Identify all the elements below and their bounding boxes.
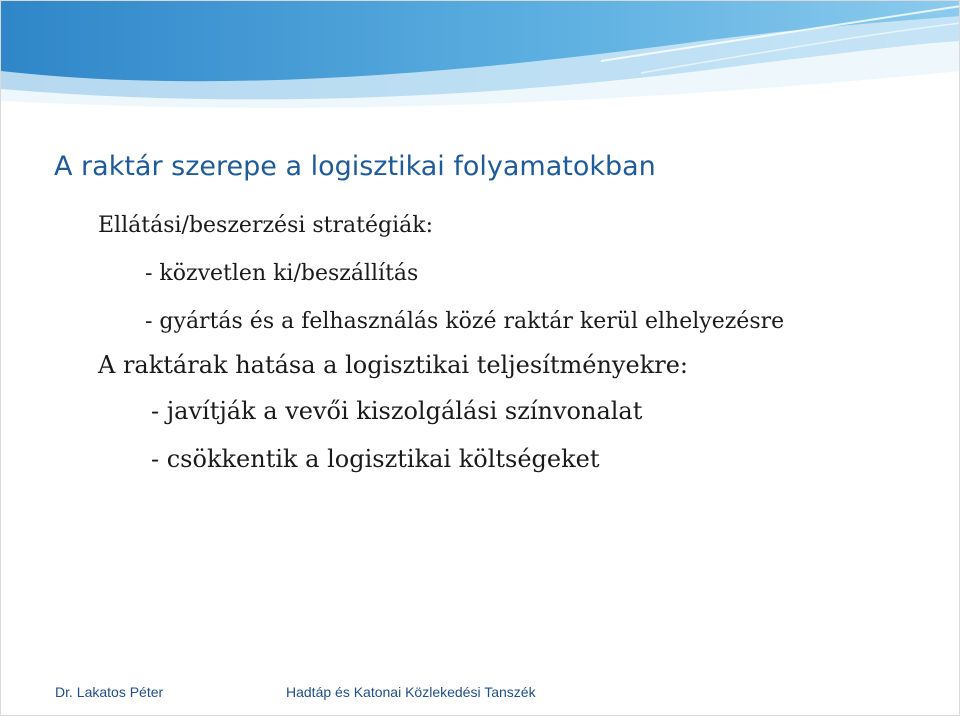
footer-author: Dr. Lakatos Péter [55,684,164,700]
strategy-item-direct: - közvetlen ki/beszállítás [145,261,419,286]
strategy-heading: Ellátási/beszerzési stratégiák: [98,213,433,238]
slide-title: A raktár szerepe a logisztikai folyamatokban [54,151,656,182]
impact-item-costs: - csökkentik a logisztikai költségeket [151,445,600,473]
header-wave-decoration [1,1,960,111]
strategy-item-warehouse: - gyártás és a felhasználás közé raktár kerül elhelyezésre [145,309,785,334]
footer-department: Hadtáp és Katonai Közlekedési Tanszék [286,684,536,700]
impact-item-service: - javítják a vevői kiszolgálási színvonalat [151,397,643,425]
impact-heading: A raktárak hatása a logisztikai teljesítményekre: [98,351,688,379]
